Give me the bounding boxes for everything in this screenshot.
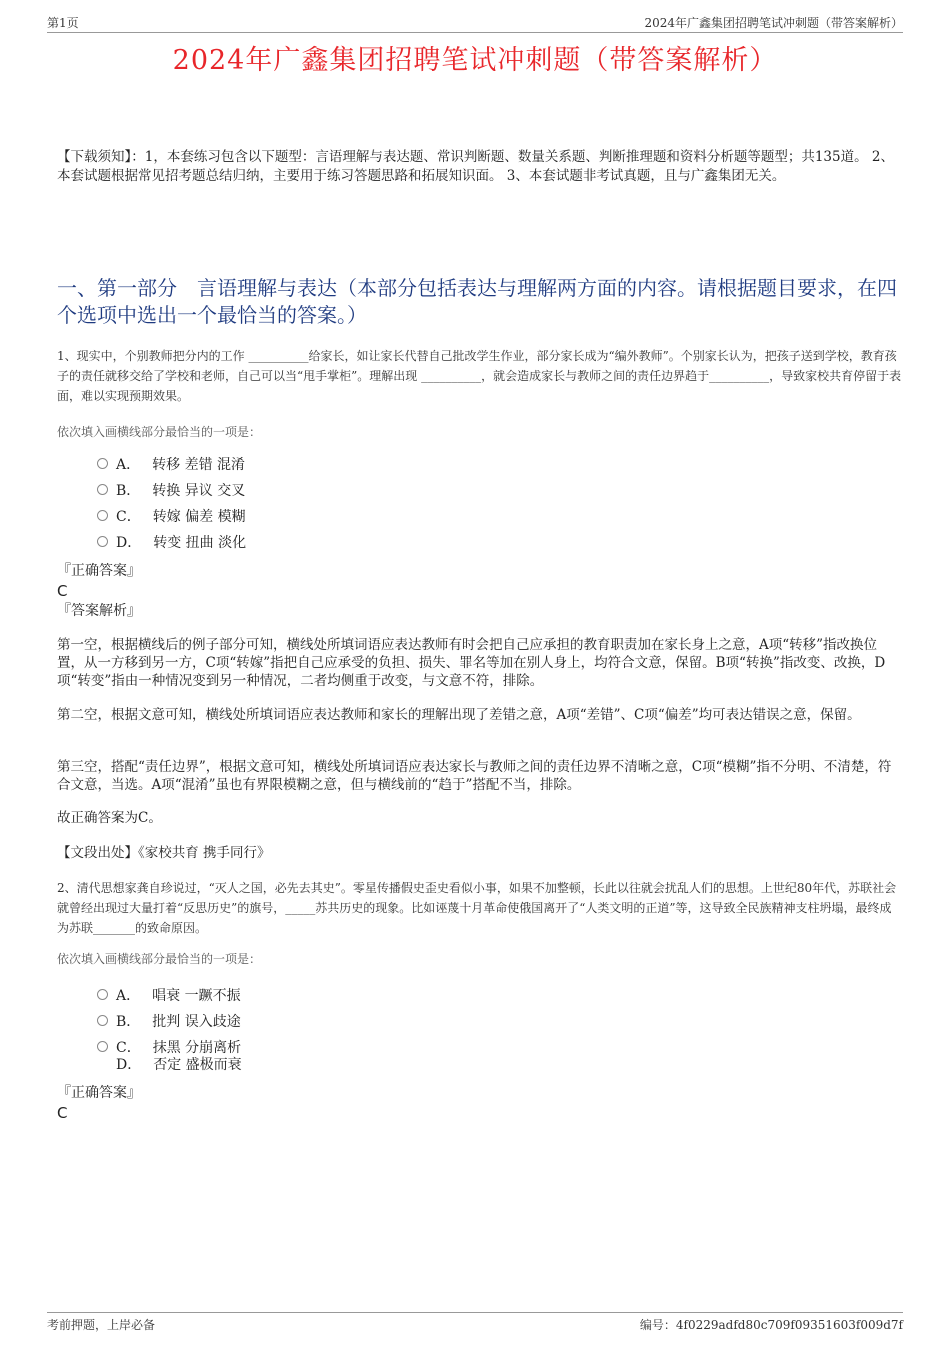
question-2-prompt: 依次填入画横线部分最恰当的一项是：	[57, 952, 262, 966]
radio-icon[interactable]	[97, 1041, 108, 1052]
question-1-stem: 1、现实中，个别教师把分内的工作 __________给家长，如让家长代替自己批改学生作业，部分家长成为“编外教师”。个别家长认为，把孩子送到学校，教育孩子的责任就移交给了学校和老师，自己可以当“甩手掌柜”。理解出现 __________，就会造成家长与教师之间的责任边界趋于__________，导致家校共育停留于表面，难以实现预期效果。	[57, 349, 902, 403]
question-1-analysis-label: 『答案解析』	[57, 603, 141, 619]
question-1-answer-label: 『正确答案』	[57, 563, 141, 579]
question-1-prompt: 依次填入画横线部分最恰当的一项是：	[57, 425, 262, 439]
question-1-option-d[interactable]: D． 转变 扭曲 淡化	[97, 533, 246, 553]
question-1-source: 【文段出处】《家校共育 携手同行》	[57, 845, 271, 861]
radio-icon[interactable]	[97, 484, 108, 495]
footer-slogan: 考前押题，上岸必备	[47, 1318, 156, 1332]
question-1-analysis-paragraph: 第二空，根据文意可知，横线处所填词语应表达教师和家长的理解出现了差错之意，A项“差错”、C项“偏差”均可表达错误之意，保留。	[57, 707, 861, 723]
question-1-option-b[interactable]: B． 转换 异议 交叉	[97, 481, 245, 501]
question-1-analysis-paragraph: 第一空，根据横线后的例子部分可知，横线处所填词语应表达教师有时会把自己应承担的教育职责加在家长身上之意，A项“转移”指改换位置，从一方移到另一方，C项“转嫁”指把自己应承受的负担、损失、罪名等加在别人身上，均符合文意，保留。B项“转换”指改变、改换，D项“转变”指由一种情况变到另一种情况，二者均侧重于改变，与文意不符，排除。	[57, 637, 886, 689]
page-header	[47, 14, 903, 33]
radio-icon[interactable]	[97, 989, 108, 1000]
question-2-option-c[interactable]: C． 抹黑 分崩离析	[97, 1038, 241, 1058]
question-2-option-b[interactable]: B． 批判 误入歧途	[97, 1012, 241, 1032]
radio-icon[interactable]	[97, 458, 108, 469]
section-title: 一、第一部分 言语理解与表达（本部分包括表达与理解两方面的内容。请根据题目要求，在四个选项中选出一个最恰当的答案。）	[57, 276, 897, 327]
question-1-answer: C	[57, 582, 68, 600]
radio-icon[interactable]	[97, 536, 108, 547]
download-notice: 【下载须知】：1，本套练习包含以下题型：言语理解与表达题、常识判断题、数量关系题、判断推理题和资料分析题等题型；共135道。 2、本套试题根据常见招考题总结归纳，主要用于练习答题思路和拓展知识面。 3、本套试题非考试真题，且与广鑫集团无关。	[57, 149, 894, 184]
radio-icon[interactable]	[97, 1015, 108, 1026]
page-footer	[47, 1312, 903, 1333]
question-1-option-a[interactable]: A． 转移 差错 混淆	[97, 455, 245, 475]
radio-icon[interactable]	[97, 510, 108, 521]
question-1-option-c[interactable]: C． 转嫁 偏差 模糊	[97, 507, 246, 527]
document-title: 2024年广鑫集团招聘笔试冲刺题（带答案解析）	[172, 45, 778, 76]
footer-doc-id: 编号：4f0229adfd80c709f09351603f009d7f	[639, 1318, 903, 1332]
question-1-analysis-paragraph: 第三空，搭配“责任边界”，根据文意可知，横线处所填词语应表达家长与教师之间的责任边界不清晰之意，C项“模糊”指不分明、不清楚，符合文意，当选。A项“混淆”虽也有界限模糊之意，但与横线前的“趋于”搭配不当，排除。	[57, 759, 892, 793]
question-2-answer-label: 『正确答案』	[57, 1085, 141, 1101]
question-2-answer: C	[57, 1104, 68, 1122]
question-2-option-a[interactable]: A． 唱衰 一蹶不振	[97, 986, 241, 1006]
question-2-option-d[interactable]: D． 否定 盛极而衰	[116, 1057, 242, 1073]
question-2-stem: 2、清代思想家龚自珍说过，“灭人之国，必先去其史”。零星传播假史歪史看似小事，如果不加整顿，长此以往就会扰乱人们的思想。上世纪80年代，苏联社会就曾经出现过大量打着“反思历史”的旗号，_____苏共历史的现象。比如诬蔑十月革命使俄国离开了“人类文明的正道”等，这导致全民族精神支柱坍塌，最终成为苏联_______的致命原因。	[57, 881, 897, 935]
page-number: 第1页	[47, 16, 79, 30]
header-doc-title: 2024年广鑫集团招聘笔试冲刺题（带答案解析）	[644, 16, 903, 30]
question-1-analysis-paragraph: 故正确答案为C。	[57, 810, 162, 826]
